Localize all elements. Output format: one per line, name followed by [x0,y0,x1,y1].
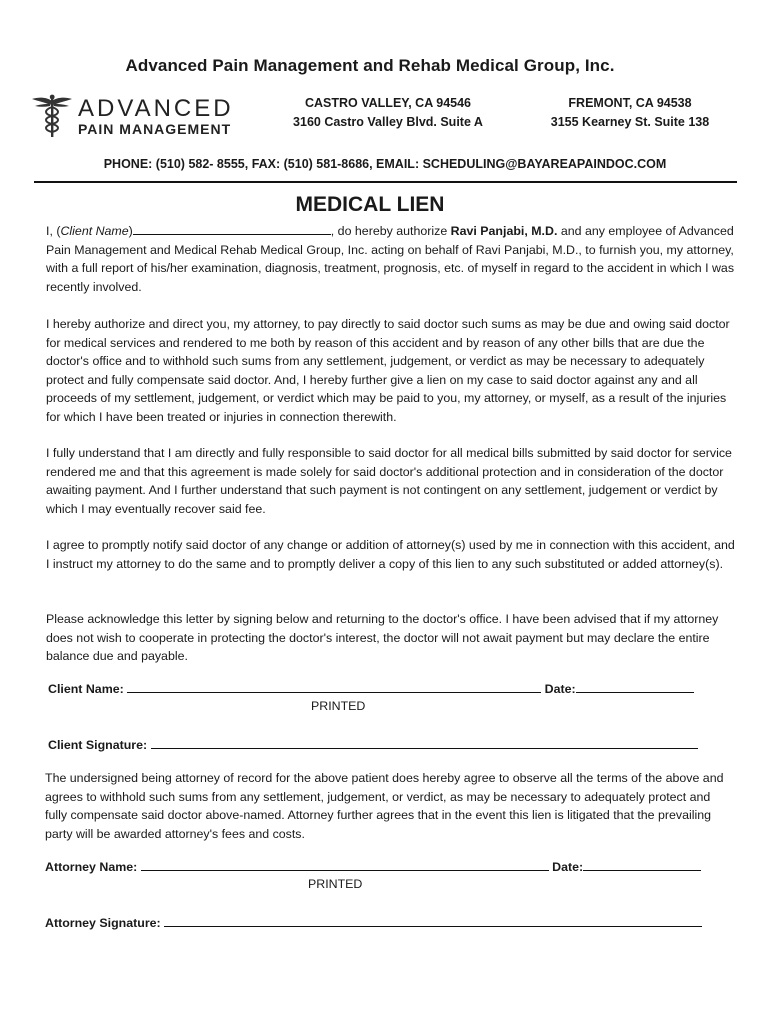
client-name-label: Client Name: [48,682,124,696]
client-signature-input-line[interactable] [151,736,698,749]
client-signature-field [48,736,698,752]
attorney-name-label: Attorney Name: [45,860,138,874]
para-text: , do hereby authorize [330,224,451,238]
office-address: 3155 Kearney St. Suite 138 [550,115,710,129]
attorney-signature-input-line[interactable] [164,914,702,927]
logo-text-advanced: ADVANCED [78,95,234,122]
contact-info: PHONE: (510) 582- 8555, FAX: (510) 581-8686, EMAIL: SCHEDULING@BAYAREAPAINDOC.COM [103,157,667,171]
attorney-name-field [45,858,701,874]
para-text: I, ( [46,224,61,238]
caduceus-icon [32,94,72,138]
client-date-label: Date: [544,682,576,696]
attorney-signature-label: Attorney Signature: [45,916,161,930]
client-name-input-line[interactable] [127,680,541,693]
attorney-change-paragraph: I agree to promptly notify said doctor of any change or addition of attorney(s) used by me in connection with this accident, and I instruct my attorney to do the same and to promptly deliver a copy of this lien to any such substituted or added attorney(s). [46,538,735,571]
payment-direction-paragraph: I hereby authorize and direct you, my attorney, to pay directly to said doctor such sums as may be due and owing said doctor for medical services and rendered to me both by reason of this accident and by reason of any other bills that are due the doctor's office and to withhold such sums from any settlement, judgement, or verdict as may be necessary to adequately protect and fully compensate said doctor. And, I hereby further give a lien on my case to said doctor against any and all proceeds of my settlement, judgement, or verdict which may be paid to you, my attorney, or myself, as a result of the injuries for which I have been treated or injuries in connection therewith. [46,317,730,424]
organization-name: Advanced Pain Management and Rehab Medical Group, Inc. [125,56,615,75]
para-text: ) [128,224,133,238]
responsibility-paragraph: I fully understand that I am directly and fully responsible to said doctor for all medical bills submitted by said doctor for service rendered me and that this agreement is made solely for said doctor's additional protection and in consideration of the doctor awaiting payment. And I further understand that such payment is not contingent on any settlement, judgement or verdict by which I may eventually recover said fee. [46,446,732,516]
para-text: and any employee of Advanced Pain Management and Medical Rehab Medical Group, Inc. acting on behalf of Ravi Panjabi, M.D., to furnish you, my attorney, with a full report of his/her examination, diagnosis, treatment, prognosis, etc. of myself in regard to the accident in which I was recently involved. [46,224,735,294]
attorney-name-input-line[interactable] [141,858,549,871]
header-divider [34,181,737,183]
authorization-paragraph [46,222,736,296]
client-name-blank[interactable] [133,223,331,235]
office-castro-valley [278,94,498,132]
document-title: MEDICAL LIEN [295,193,445,216]
client-signature-label: Client Signature: [48,738,148,752]
attorney-agreement-paragraph: The undersigned being attorney of record for the above patient does hereby agree to observe all the terms of the above and agrees to withhold such sums from any settlement, judgement, or verdict, as may be necessary to adequately protect and fully compensate said doctor above-named. Attorney further agrees that in the event this lien is litigated that the prevailing party will be awarded attorney's fees and costs. [45,771,724,841]
office-city: CASTRO VALLEY, CA 94546 [304,96,471,110]
office-city: FREMONT, CA 94538 [568,96,692,110]
acknowledgement-paragraph: Please acknowledge this letter by signing below and returning to the doctor's office. I have been advised that if my attorney does not wish to cooperate in protecting the doctor's interest, the doctor will not await payment but may declare the entire balance due and payable. [46,612,719,663]
client-printed-label: PRINTED [311,699,366,713]
logo-text-pain-management: PAIN MANAGEMENT [78,121,232,137]
client-name-field [48,680,694,696]
company-logo [32,94,242,138]
doctor-name: Ravi Panjabi, M.D. [450,224,558,238]
attorney-printed-label: PRINTED [308,877,363,891]
client-date-input-line[interactable] [576,680,694,693]
attorney-signature-field [45,914,702,930]
office-fremont [530,94,730,132]
attorney-date-input-line[interactable] [583,858,701,871]
client-name-label: Client Name [60,224,129,238]
office-address: 3160 Castro Valley Blvd. Suite A [293,115,483,129]
attorney-date-label: Date: [552,860,584,874]
